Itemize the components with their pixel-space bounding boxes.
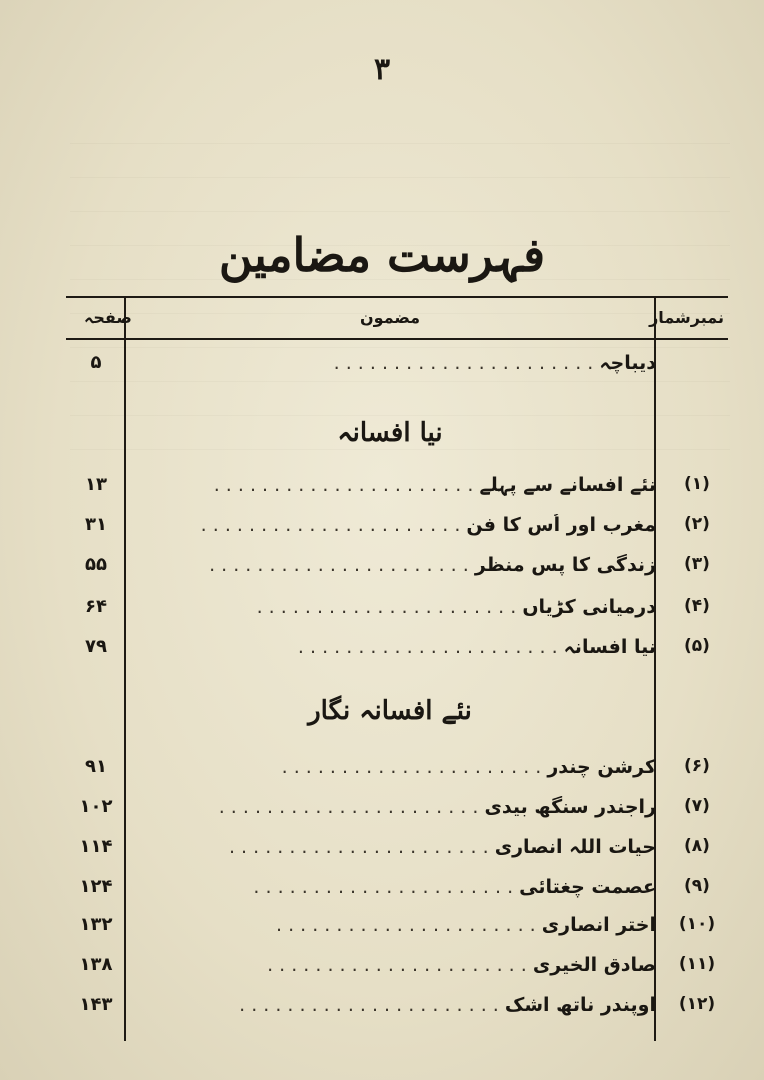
toc-entry-title: نیا افسانہ . . . . . . . . . . . . . . . . . . . . . . xyxy=(297,636,656,658)
toc-entry-number: (۳) xyxy=(684,554,710,574)
toc-entry-page: ۱۴۳ xyxy=(79,994,113,1015)
toc-row xyxy=(70,994,726,1028)
toc-entry-number: (۱۲) xyxy=(678,994,716,1014)
table-top-rule xyxy=(66,296,728,298)
toc-row-intro xyxy=(70,352,726,386)
toc-entry-title: راجندر سنگھ بیدی . . . . . . . . . . . . . . . . . . . . . . xyxy=(218,796,656,818)
toc-row xyxy=(70,554,726,588)
toc-entry-page: ۱۰۲ xyxy=(79,796,113,817)
toc-entry-page: ۱۳۸ xyxy=(79,954,113,975)
toc-entry-page: ۳۱ xyxy=(85,514,107,535)
toc-row xyxy=(70,914,726,948)
toc-entry-title: حیات اللہ انصاری . . . . . . . . . . . . . . . . . . . . . . xyxy=(228,836,656,858)
toc-row xyxy=(70,474,726,508)
toc-entry-title: درمیانی کڑیاں . . . . . . . . . . . . . . . . . . . . . . xyxy=(256,596,656,618)
section-heading-1: نیا افسانہ xyxy=(337,418,443,448)
toc-entry-page: ۱۲۴ xyxy=(79,876,113,897)
toc-row xyxy=(70,636,726,670)
toc-entry-title: اوپندر ناتھ اشک . . . . . . . . . . . . . . . . . . . . . . xyxy=(239,994,656,1016)
toc-entry-title: عصمت چغتائی . . . . . . . . . . . . . . . . . . . . . . xyxy=(253,876,656,898)
toc-entry-number: (۱) xyxy=(684,474,710,494)
header-subject: مضمون xyxy=(360,308,421,327)
header-serial: نمبرشمار xyxy=(649,308,724,327)
toc-entry-title: زندگی کا پس منظر . . . . . . . . . . . . . . . . . . . . . . xyxy=(209,554,656,576)
toc-entry-title: مغرب اور اُس کا فن . . . . . . . . . . . . . . . . . . . . . . xyxy=(200,514,656,536)
toc-entry-number: (۴) xyxy=(684,596,710,616)
bleed-through-texture xyxy=(70,110,730,470)
toc-entry-title: صادق الخیری . . . . . . . . . . . . . . . . . . . . . . xyxy=(267,954,656,976)
toc-entry-page: ۱۳۲ xyxy=(79,914,113,935)
section-heading-2: نئے افسانہ نگار xyxy=(308,696,472,726)
toc-entry-page: ۷۹ xyxy=(85,636,107,657)
toc-entry-number: (۶) xyxy=(684,756,710,776)
toc-entry-title: دیباچہ . . . . . . . . . . . . . . . . . . . . . . xyxy=(333,352,656,374)
toc-entry-number: (۹) xyxy=(684,876,710,896)
page-title: فہرست مضامین xyxy=(218,228,546,282)
toc-entry-number: (۱۰) xyxy=(678,914,716,934)
toc-row xyxy=(70,836,726,870)
toc-row xyxy=(70,756,726,790)
toc-row xyxy=(70,876,726,910)
toc-entry-number: (۸) xyxy=(684,836,710,856)
toc-row xyxy=(70,796,726,830)
toc-entry-page: ۵ xyxy=(90,352,102,373)
toc-entry-number: (۷) xyxy=(684,796,710,816)
toc-entry-title: کرشن چندر . . . . . . . . . . . . . . . . . . . . . . xyxy=(281,756,656,778)
toc-entry-number: (۱۱) xyxy=(678,954,716,974)
table-header-rule xyxy=(66,338,728,340)
toc-entry-page: ۱۳ xyxy=(85,474,107,495)
toc-row xyxy=(70,514,726,548)
toc-row xyxy=(70,596,726,630)
toc-entry-title: نئے افسانے سے پہلے . . . . . . . . . . . . . . . . . . . . . . xyxy=(213,474,656,496)
toc-entry-page: ۶۴ xyxy=(85,596,107,617)
toc-entry-number: (۲) xyxy=(684,514,710,534)
toc-entry-page: ۹۱ xyxy=(85,756,107,777)
toc-row xyxy=(70,954,726,988)
toc-entry-page: ۵۵ xyxy=(85,554,107,575)
toc-entry-number: (۵) xyxy=(684,636,710,656)
toc-entry-title: اختر انصاری . . . . . . . . . . . . . . . . . . . . . . xyxy=(275,914,656,936)
page-number: ۳ xyxy=(373,52,391,87)
header-page: صفحہ xyxy=(84,308,132,327)
toc-entry-page: ۱۱۴ xyxy=(79,836,113,857)
